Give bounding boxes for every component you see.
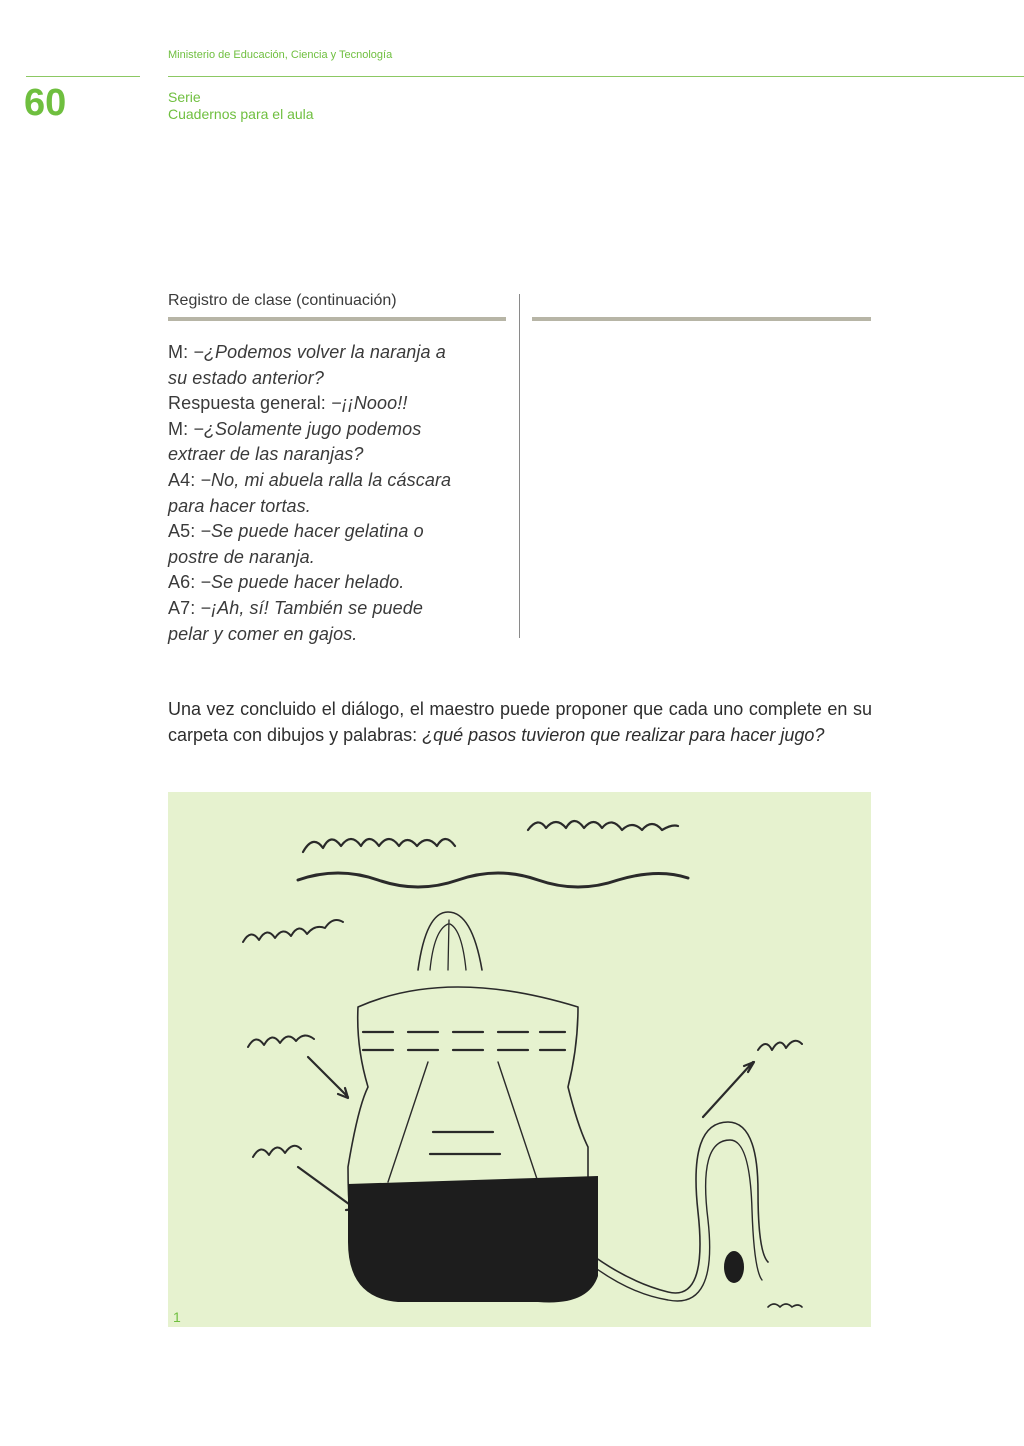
arrow-cable	[703, 1062, 754, 1117]
record-bar	[168, 317, 506, 321]
dialog	[168, 340, 506, 647]
arrow-jarra	[308, 1057, 348, 1098]
record-bar-right	[532, 317, 871, 321]
header-rule	[168, 76, 1024, 77]
dialog-speaker: A7:	[168, 597, 201, 618]
record-title: Registro de clase (continuación)	[168, 292, 397, 309]
dialog-text: −¿Solamente jugo podemos	[193, 418, 422, 439]
class-record	[168, 290, 506, 647]
label-scribble-jugo	[253, 1146, 301, 1157]
header-rule-left	[26, 76, 140, 77]
dialog-speaker: M:	[168, 342, 194, 362]
label-scribble-cable-text	[758, 1041, 802, 1050]
dialog-text: −¡Ah, sí! También se puede	[200, 597, 423, 618]
dialog-text: −Se puede hacer gelatina o	[200, 521, 424, 542]
dialog-text: extraer de las naranjas?	[168, 444, 364, 465]
dialog-text: para hacer tortas.	[168, 495, 311, 516]
dialog-line	[168, 545, 506, 571]
drawing-title-scribble	[303, 821, 678, 852]
paragraph-question: ¿qué pasos tuvieron que realizar para hacer jugo?	[422, 725, 825, 745]
dialog-line	[168, 391, 506, 417]
column-divider	[519, 294, 520, 638]
dialog-text: −¡¡Nooo!!	[331, 393, 408, 414]
reamer-dome	[418, 912, 482, 970]
dialog-line	[168, 366, 506, 392]
juicer-drawing	[168, 792, 871, 1327]
dialog-speaker: A5:	[168, 521, 201, 542]
dialog-line	[168, 494, 506, 520]
dialog-text: su estado anterior?	[168, 367, 324, 388]
jug-inner-cone	[388, 1062, 538, 1182]
dialog-speaker: A6:	[168, 572, 201, 593]
dialog-text: −No, mi abuela ralla la cáscara	[200, 469, 452, 490]
series-line-1: Serie	[168, 89, 201, 105]
dialog-speaker: A4:	[168, 469, 201, 490]
label-scribble-exprimidor	[243, 920, 343, 942]
dialog-line	[168, 570, 506, 596]
figure-number: 1	[173, 1309, 181, 1325]
instruction-paragraph	[168, 696, 872, 748]
dialog-line	[168, 442, 506, 468]
dialog-line	[168, 519, 506, 545]
series-line-2: Cuadernos para el aula	[168, 106, 314, 122]
series-title	[168, 89, 314, 123]
drawing-title-underline	[298, 873, 688, 887]
arrow-jugo	[298, 1167, 355, 1210]
page-number: 60	[24, 82, 67, 124]
dialog-text: −¿Podemos volver la naranja a	[193, 342, 446, 362]
dialog-line	[168, 417, 506, 443]
juice-fill	[348, 1176, 598, 1302]
dialog-text: −Se puede hacer helado.	[200, 572, 405, 593]
dialog-line	[168, 340, 506, 366]
paragraph-text: Una vez concluido el diálogo, el maestro puede proponer que cada uno complete en su carpeta con dibujos y palabras:	[168, 699, 872, 745]
dialog-line	[168, 468, 506, 494]
dialog-text: postre de naranja.	[168, 546, 315, 567]
dialog-speaker: Respuesta general:	[168, 393, 332, 414]
dialog-speaker: M:	[168, 418, 194, 439]
label-scribble-jarra	[248, 1035, 314, 1047]
ministry-header: Ministerio de Educación, Ciencia y Tecnología	[168, 49, 393, 61]
dialog-line	[168, 596, 506, 622]
dialog-line	[168, 622, 506, 648]
plug	[724, 1251, 744, 1283]
child-drawing-figure	[168, 792, 871, 1327]
dialog-text: pelar y comer en gajos.	[168, 623, 358, 644]
